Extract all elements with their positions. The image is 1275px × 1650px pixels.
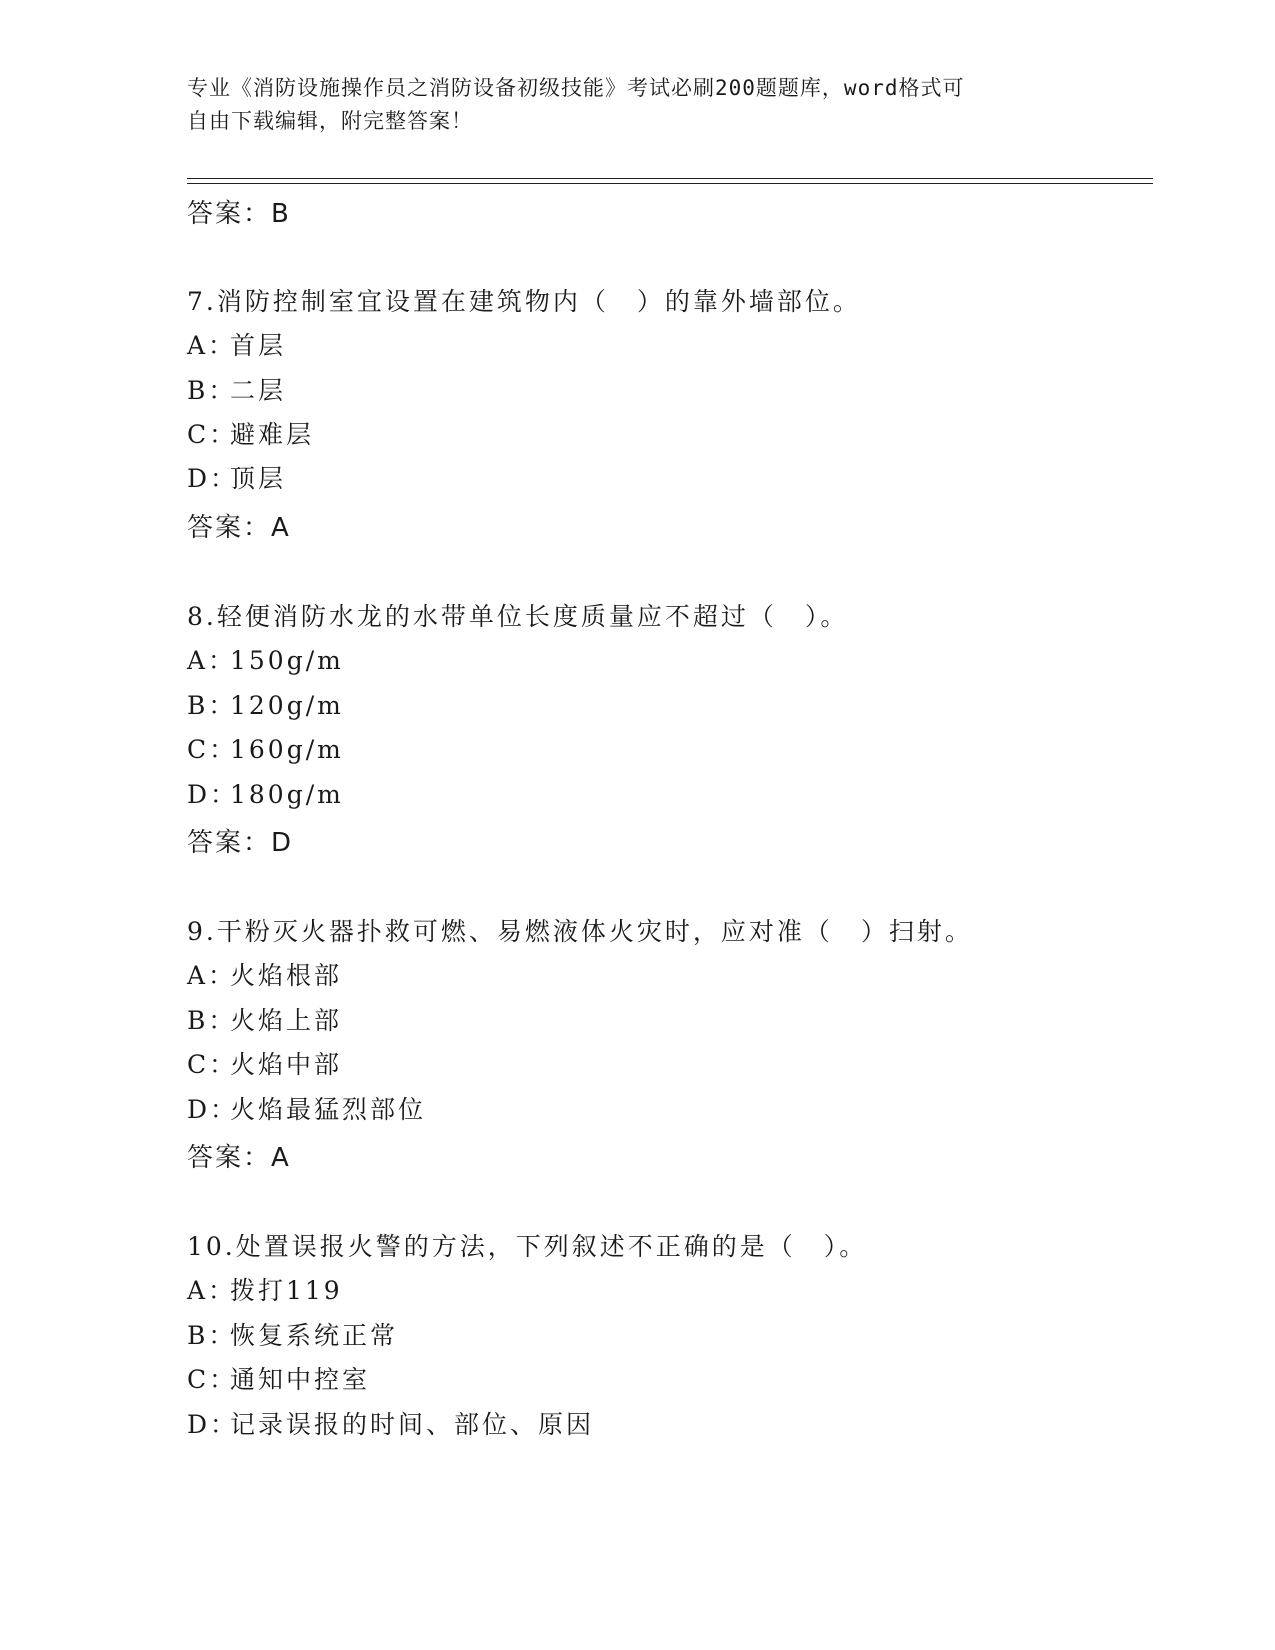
document-header xyxy=(187,72,1067,138)
option-key: C： xyxy=(187,1050,238,1079)
question-7-option-b xyxy=(187,371,286,407)
option-text: 120g/m xyxy=(230,691,344,720)
question-8-answer: 答案：D xyxy=(187,828,294,858)
option-key: B： xyxy=(187,1321,237,1350)
question-9-answer: 答案：A xyxy=(187,1143,291,1173)
option-text: 火焰根部 xyxy=(230,961,343,990)
question-7-option-a xyxy=(187,326,286,362)
question-9-option-a xyxy=(187,956,342,992)
option-text: 火焰中部 xyxy=(230,1050,343,1079)
option-text: 150g/m xyxy=(230,646,344,675)
option-key: D： xyxy=(187,1095,239,1124)
question-8-option-c xyxy=(187,730,344,766)
option-text: 180g/m xyxy=(230,780,344,809)
question-8-option-b xyxy=(187,686,344,722)
option-text: 二层 xyxy=(230,376,287,405)
question-7-option-c xyxy=(187,415,314,451)
question-9-option-d xyxy=(187,1090,426,1126)
question-10-option-d xyxy=(187,1405,594,1441)
option-text: 通知中控室 xyxy=(230,1365,371,1394)
header-line-2: 自由下载编辑，附完整答案！ xyxy=(187,109,473,133)
option-text: 避难层 xyxy=(230,420,315,449)
question-8-text: 8.轻便消防水龙的水带单位长度质量应不超过（ ）。 xyxy=(187,602,849,631)
option-text: 记录误报的时间、部位、原因 xyxy=(230,1410,595,1439)
question-10-option-a xyxy=(187,1271,343,1307)
option-key: B： xyxy=(187,691,237,720)
question-8-option-a xyxy=(187,641,344,677)
option-key: A： xyxy=(187,331,237,360)
option-key: B： xyxy=(187,376,237,405)
option-text: 顶层 xyxy=(230,464,287,493)
option-text: 恢复系统正常 xyxy=(230,1321,399,1350)
question-7-text: 7.消防控制室宜设置在建筑物内（ ）的靠外墙部位。 xyxy=(187,287,861,316)
question-10-text: 10.处置误报火警的方法，下列叙述不正确的是（ ）。 xyxy=(187,1232,868,1261)
option-key: D： xyxy=(187,464,239,493)
question-10-option-c xyxy=(187,1360,370,1396)
option-text: 首层 xyxy=(230,331,287,360)
question-9-option-b xyxy=(187,1001,342,1037)
header-divider-top xyxy=(187,178,1153,179)
question-9-option-c xyxy=(187,1045,342,1081)
option-key: C： xyxy=(187,420,238,449)
option-key: D： xyxy=(187,780,239,809)
question-8-option-d xyxy=(187,775,344,811)
header-divider-bottom xyxy=(187,183,1153,184)
option-text: 拨打119 xyxy=(230,1276,343,1305)
option-text: 160g/m xyxy=(230,735,344,764)
question-7-answer: 答案：A xyxy=(187,513,291,543)
option-key: C： xyxy=(187,1365,238,1394)
option-key: A： xyxy=(187,1276,237,1305)
question-7-option-d xyxy=(187,459,286,495)
question-9-text: 9.干粉灭火器扑救可燃、易燃液体火灾时，应对准（ ）扫射。 xyxy=(187,917,973,946)
option-key: B： xyxy=(187,1006,237,1035)
option-key: C： xyxy=(187,735,238,764)
option-text: 火焰最猛烈部位 xyxy=(230,1095,427,1124)
previous-answer: 答案：B xyxy=(187,199,291,229)
option-key: A： xyxy=(187,961,237,990)
option-key: A： xyxy=(187,646,237,675)
header-line-1: 专业《消防设施操作员之消防设备初级技能》考试必刷200题题库，word格式可 xyxy=(187,76,965,100)
question-10-option-b xyxy=(187,1316,398,1352)
option-key: D： xyxy=(187,1410,239,1439)
option-text: 火焰上部 xyxy=(230,1006,343,1035)
